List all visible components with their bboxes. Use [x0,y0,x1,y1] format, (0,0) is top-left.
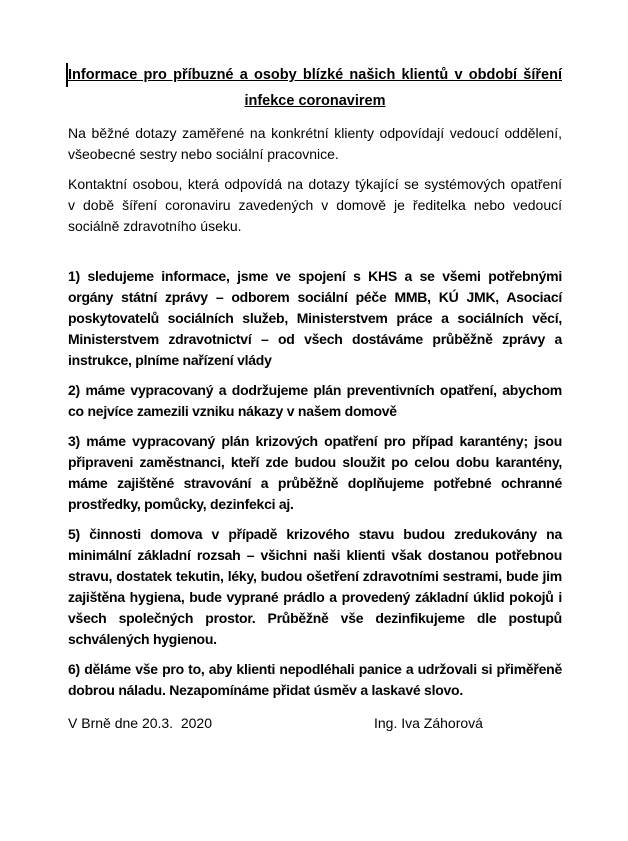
document-title-line-1: Informace pro příbuzné a osoby blízké našich klientů v období šíření [68,67,562,83]
numbered-point-6[interactable]: 6) děláme vše pro to, aby klienti nepodléhali panice a udržovali si přiměřeně dobrou náladu. Nezapomínáme přidat úsměv a laskavé slovo. [68,661,562,698]
document-title-line-2: infekce coronavirem [244,93,386,109]
document-content[interactable] [68,62,562,734]
text-cursor-caret [66,63,68,87]
blank-line-spacer [68,246,562,266]
numbered-point-5[interactable]: 5) činnosti domova v případě krizového stavu budou zredukovány na minimální základní rozsah – všichni naši klienti však dostanou potřebnou stravu, dostatek tekutin, léky, budou ošetření zdravotními sestrami, bude jim zajištěna hygiena, bude vyprané prádlo a provedený základní úklid pokojů i všech společných prostor. Průběžně vše dezinfikujeme dle postupů schválených hygienou. [68,526,562,647]
intro-paragraph-contact-person[interactable]: Kontaktní osobou, která odpovídá na dotazy týkající se systémových opatření v době šíření coronaviru zavedených v domově je ředitelka nebo vedoucí sociálně zdravotního úseku. [68,176,562,234]
footer-place-date[interactable]: V Brně dne 20.3. 2020 [68,715,212,731]
document-title[interactable] [68,62,562,114]
footer-signature[interactable]: Ing. Iva Záhorová [374,715,483,731]
numbered-point-2[interactable]: 2) máme vypracovaný a dodržujeme plán preventivních opatření, abychom co nejvíce zamezili vzniku nákazy v našem domově [68,382,562,419]
footer-row [68,713,562,734]
numbered-point-3[interactable]: 3) máme vypracovaný plán krizových opatření pro případ karantény; jsou připraveni zaměstnanci, kteří zde budou sloužit po celou dobu karantény, máme zajištěné stravování a průběžně doplňujeme potřebné ochranné prostředky, pomůcky, dezinfekci aj. [68,433,562,512]
intro-paragraph-contacts[interactable]: Na běžné dotazy zaměřené na konkrétní klienty odpovídají vedoucí oddělení, všeobecné sestry nebo sociální pracovnice. [68,125,562,162]
numbered-point-1[interactable]: 1) sledujeme informace, jsme ve spojení s KHS a se všemi potřebnými orgány státní zprávy – odborem sociální péče MMB, KÚ JMK, Asociací poskytovatelů sociálních služeb, Ministerstvem práce a sociálních věcí, Ministerstvem zdravotnictví – od všech dostáváme průběžně zprávy a instrukce, plníme nařízení vlády [68,268,562,368]
